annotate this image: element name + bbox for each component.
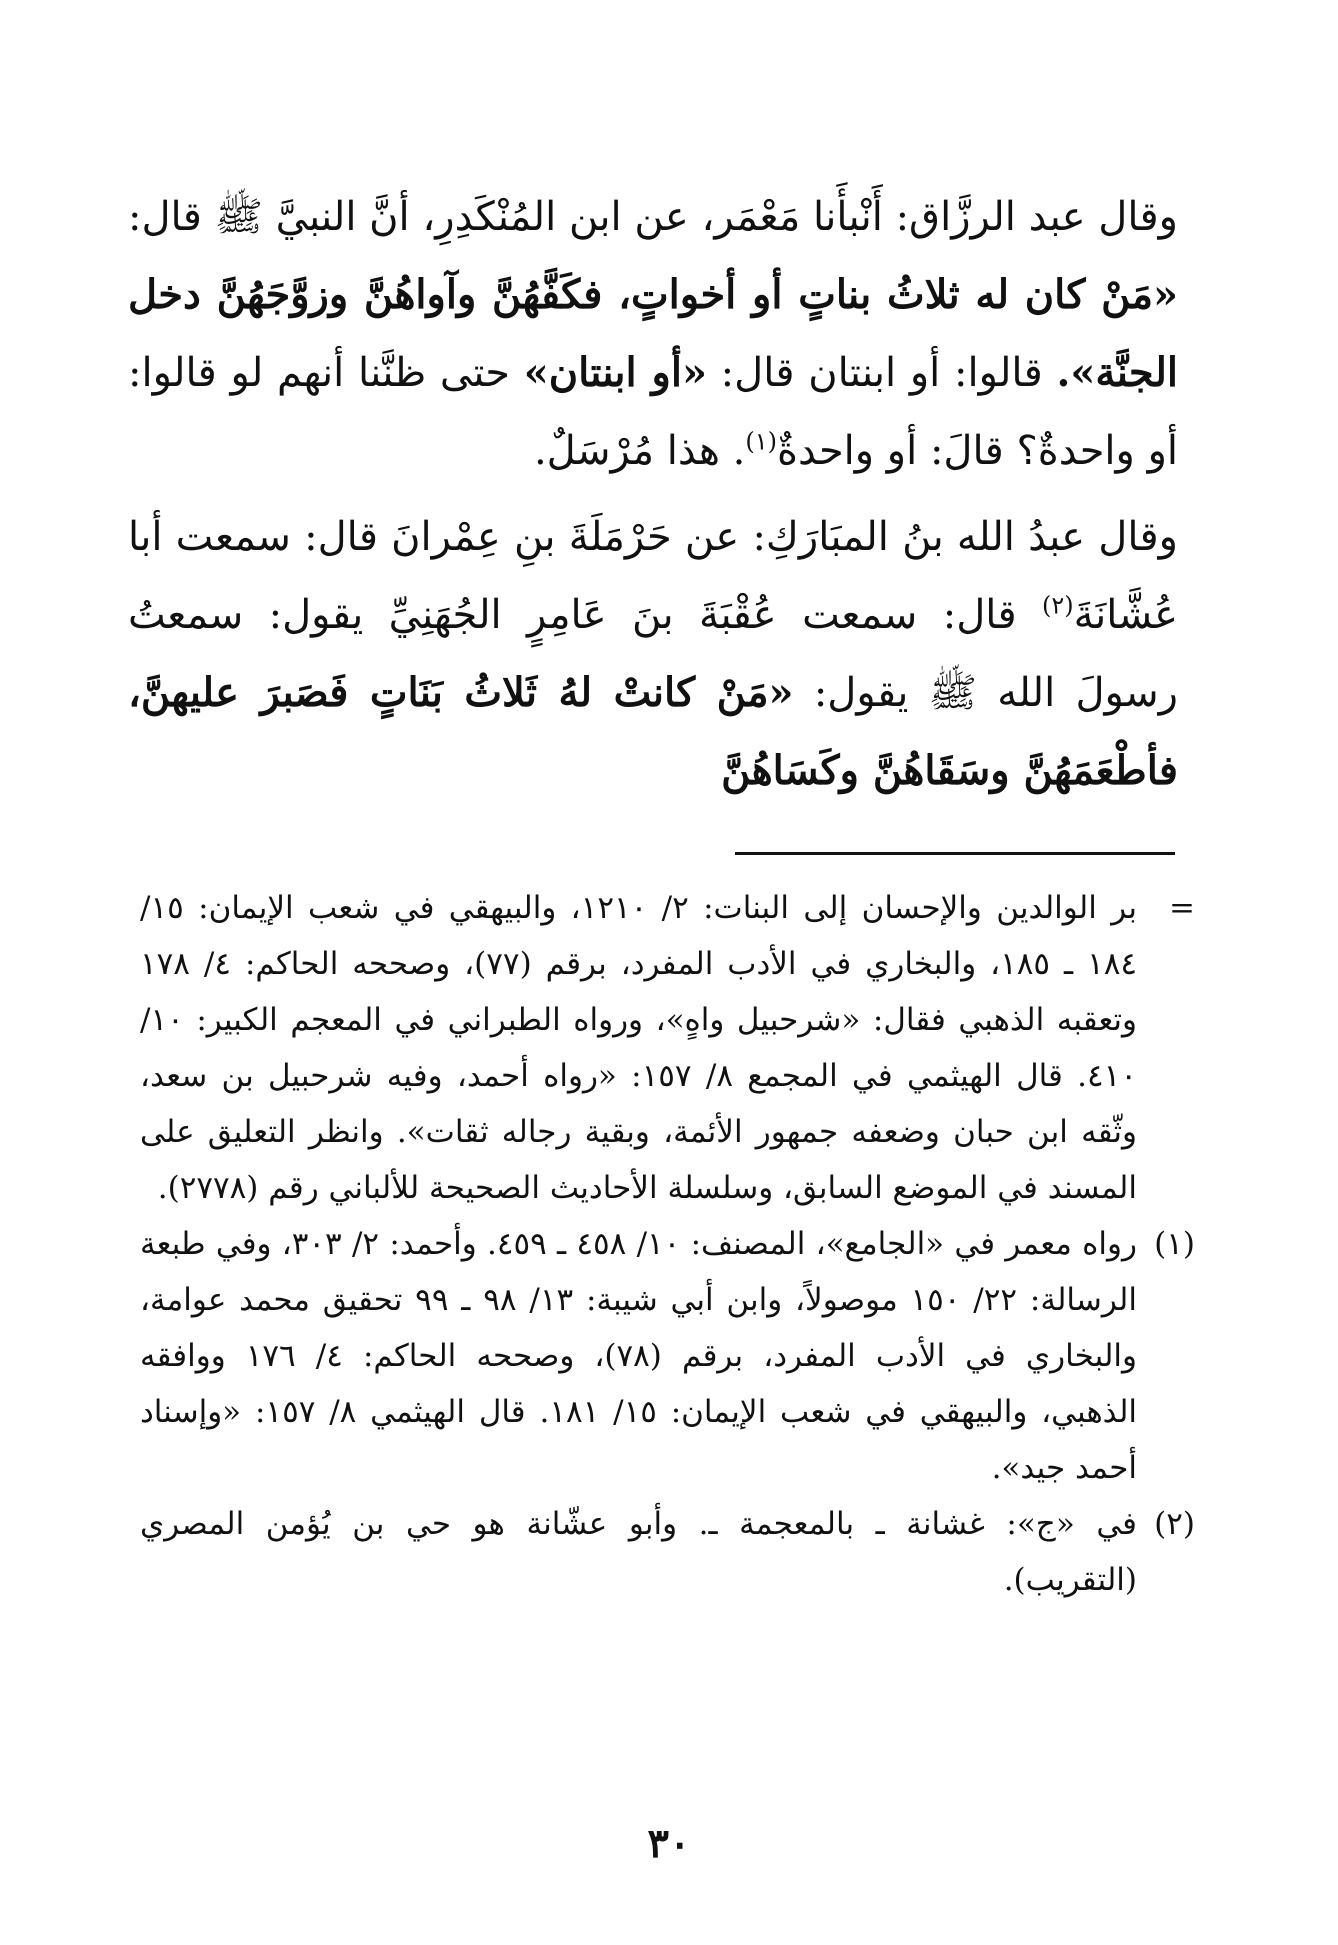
hadith-text-3: «مَنْ كانتْ لهُ ثَلاثُ بَنَاتٍ فَصَبرَ عليهنَّ، فأطْعَمَهُنَّ وسَقَاهُنَّ وكَسَاهُنَّ — [128, 669, 1178, 794]
paragraph-1-middle: قالوا: أو ابنتان قال: — [706, 350, 1057, 396]
paragraph-2-middle: قال: سمعت عُقْبَةَ بنَ عَامِرٍ الجُهَنِيِّ يقول: سمعتُ رسولَ الله ﷺ يقول: — [128, 592, 1179, 716]
footnote-1 — [140, 1216, 1195, 1496]
footnote-2 — [140, 1496, 1195, 1608]
footnote-text: رواه معمر في «الجامع»، المصنف: ١٠/ ٤٥٨ ـ ٤٥٩. وأحمد: ٢/ ٣٠٣، وفي طبعة الرسالة: ٢٢/ ١٥٠ موصولاً، وابن أبي شيبة: ١٣/ ٩٨ ـ ٩٩ تحقيق محمد عوامة، والبخاري في الأدب المفرد، برقم (٧٨)، وصححه الحاكم: ٤/ ١٧٦ ووافقه الذهبي، والبيهقي في شعب الإيمان: ١٥/ ١٨١. قال الهيثمي ٨/ ١٥٧: «وإسناد أحمد جيد». — [140, 1226, 1138, 1486]
footnote-ref-1[interactable]: (١) — [745, 427, 777, 456]
footnote-marker: (١) — [1154, 1226, 1195, 1262]
page-number: ٣٠ — [647, 1820, 691, 1867]
paragraph-1-end: . هذا مُرْسَلٌ. — [533, 428, 746, 474]
paragraph-1 — [128, 178, 1178, 490]
footnote-separator — [735, 852, 1175, 855]
footnote-text: في «ج»: غشانة ـ بالمعجمة ـ. وأبو عشّانة هو حي بن يُؤمن المصري (التقريب). — [140, 1506, 1137, 1598]
footnote-text: بر الوالدين والإحسان إلى البنات: ٢/ ١٢١٠، والبيهقي في شعب الإيمان: ١٥/ ١٨٤ ـ ١٨٥، والبخاري في الأدب المفرد، برقم (٧٧)، وصححه الحاكم: ٤/ ١٧٨ وتعقبه الذهبي فقال: «شرحبيل واهٍ»، ورواه الطبراني في المعجم الكبير: ١٠/ ٤١٠. قال الهيثمي في المجمع ٨/ ١٥٧: «رواه أحمد، وفيه شرحبيل بن سعد، وثّقه ابن حبان وضعفه جمهور الأئمة، وبقية رجاله ثقات». وانظر التعليق على المسند في الموضع السابق، وسلسلة الأحاديث الصحيحة للألباني رقم (٢٧٧٨). — [140, 890, 1138, 1206]
footnote-marker: = — [1169, 890, 1195, 926]
paragraph-2 — [128, 498, 1178, 810]
hadith-text-1: «مَنْ كان له ثلاثُ بناتٍ أو أخواتٍ، فكَفَّهُنَّ وآواهُنَّ وزوَّجَهُنَّ دخل الجنَّة». — [128, 271, 1178, 396]
paragraph-1-tail: حتى ظنَّنا أنهم لو قالوا: أو واحدةٌ؟ قالَ: أو واحدةٌ — [128, 350, 1178, 474]
footnote-ref-2[interactable]: (٢) — [1042, 591, 1074, 620]
paragraph-2-intro: وقال عبدُ الله بنُ المبَارَكِ: عن حَرْمَلَةَ بنِ عِمْرانَ قال: سمعت أبا عُشَّانَةَ — [128, 514, 1178, 638]
footnotes — [140, 880, 1195, 1608]
footnote-marker: (٢) — [1154, 1506, 1195, 1542]
main-text — [128, 178, 1178, 812]
hadith-text-2: «أو ابنتان» — [523, 349, 707, 396]
paragraph-1-intro: وقال عبد الرزَّاق: أَنْبأَنا مَعْمَر، عن ابن المُنْكَدِرِ، أنَّ النبيَّ ﷺ قال: — [128, 194, 1178, 240]
footnote-continued — [140, 880, 1195, 1216]
